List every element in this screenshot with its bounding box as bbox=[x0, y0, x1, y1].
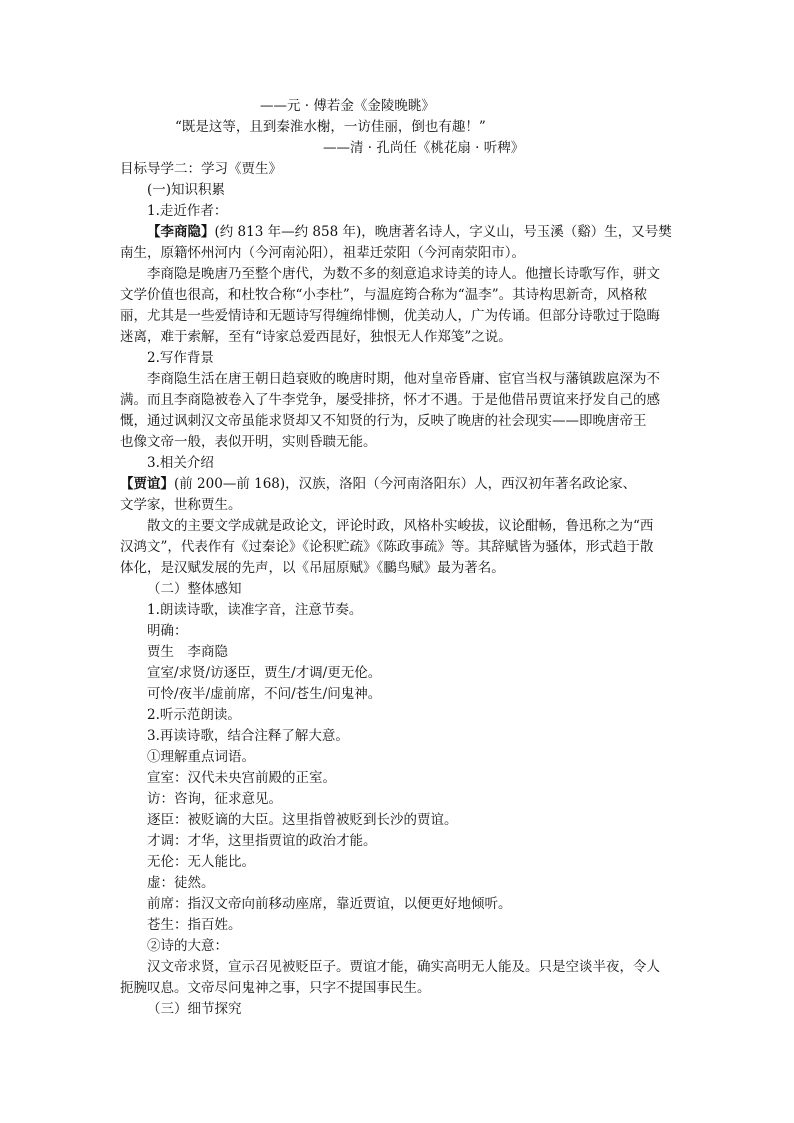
li-paragraph-line-2: 文学价值也很高，和杜牧合称“小李杜”，与温庭筠合称为“温李”。其诗构思新奇，风格秾 bbox=[120, 287, 648, 303]
li-paragraph-line-1: 李商隐是晚唐乃至整个唐代，为数不多的刻意追求诗美的诗人。他擅长诗歌写作，骈文 bbox=[147, 266, 660, 282]
subsection-heading-overall: （二）整体感知 bbox=[147, 581, 242, 597]
subsection-heading-detail: （三）细节探究 bbox=[147, 1001, 242, 1017]
vocab-item: 苍生：指百姓。 bbox=[147, 917, 242, 933]
jiayi-intro-line bbox=[120, 474, 680, 495]
vocab-item: 虚：徒然。 bbox=[147, 875, 215, 891]
vocab-heading: ①理解重点词语。 bbox=[147, 749, 255, 765]
vocab-item: 宣室：汉代未央宫前殿的正室。 bbox=[147, 770, 336, 786]
author-intro-line bbox=[147, 222, 680, 243]
author-term: 【李商隐】 bbox=[147, 224, 215, 240]
item-heading-author: 1.走近作者： bbox=[147, 203, 228, 219]
author-intro-line-2: 南生，原籍怀州河内（今河南沁阳），祖辈迁荥阳（今河南荥阳市）。 bbox=[120, 245, 525, 261]
answer-label: 明确： bbox=[147, 623, 188, 639]
background-line-4: 也像文帝一般，表似开明，实则昏聩无能。 bbox=[120, 434, 377, 450]
section-heading-goal: 目标导学二：学习《贾生》 bbox=[120, 161, 282, 177]
subsection-heading-knowledge: (一)知识积累 bbox=[147, 182, 226, 198]
background-line-3: 慨，通过讽刺汉文帝虽能求贤却又不知贤的行为，反映了晚唐的社会现实——即晚唐帝王 bbox=[120, 413, 647, 429]
quote-2-source: ——清 · 孔尚任《桃花扇 · 听稗》 bbox=[323, 140, 525, 156]
jiayi-intro-text: (前 200—前 168)，汉族，洛阳（今河南洛阳东）人，西汉初年著名政论家、 bbox=[174, 476, 637, 492]
vocab-item: 才调：才华，这里指贾谊的政治才能。 bbox=[147, 833, 377, 849]
background-line-1: 李商隐生活在唐王朝日趋衰败的晚唐时期，他对皇帝昏庸、宦官当权与藩镇跋扈深为不 bbox=[147, 371, 660, 387]
task-listen: 2.听示范朗读。 bbox=[147, 707, 241, 723]
item-heading-background: 2.写作背景 bbox=[147, 350, 214, 366]
background-line-2: 满。而且李商隐被卷入了牛李党争，屡受排挤，怀才不遇。于是他借吊贾谊来抒发自己的感 bbox=[120, 392, 660, 408]
jiayi-term: 【贾谊】 bbox=[120, 476, 174, 492]
vocab-item: 无伦：无人能比。 bbox=[147, 854, 255, 870]
item-heading-related: 3.相关介绍 bbox=[147, 455, 214, 471]
meaning-line-2: 扼腕叹息。文帝尽问鬼神之事，只字不提国事民生。 bbox=[120, 980, 431, 996]
meaning-line-1: 汉文帝求贤，宣示召见被贬臣子。贾谊才能，确实高明无人能及。只是空谈半夜，令人 bbox=[147, 959, 660, 975]
task-reread: 3.再读诗歌，结合注释了解大意。 bbox=[147, 728, 349, 744]
poem-title: 贾生 李商隐 bbox=[147, 644, 228, 660]
author-intro-text: (约 813 年—约 858 年)，晚唐著名诗人，字义山，号玉溪（谿）生，又号樊 bbox=[214, 224, 672, 240]
vocab-item: 逐臣：被贬谪的大臣。这里指曾被贬到长沙的贾谊。 bbox=[147, 812, 458, 828]
meaning-heading: ②诗的大意： bbox=[147, 938, 228, 954]
poem-line-2: 可怜/夜半/虚前席，不问/苍生/问鬼神。 bbox=[147, 686, 382, 702]
quote-2-text: “既是这等，且到秦淮水榭，一访佳丽，倒也有趣！” bbox=[175, 119, 486, 135]
li-paragraph-line-3: 丽，尤其是一些爱情诗和无题诗写得缠绵悱恻，优美动人，广为传诵。但部分诗歌过于隐晦 bbox=[120, 308, 660, 324]
jiayi-intro-line-2: 文学家，世称贾生。 bbox=[120, 497, 242, 513]
vocab-item: 访：咨询，征求意见。 bbox=[147, 791, 282, 807]
quote-1-source: ——元 · 傅若金《金陵晚眺》 bbox=[260, 98, 435, 114]
task-read-aloud: 1.朗读诗歌，读准字音，注意节奏。 bbox=[147, 602, 363, 618]
vocab-item: 前席：指汉文帝向前移动座席，靠近贾谊，以便更好地倾听。 bbox=[147, 896, 512, 912]
li-paragraph-line-4: 迷离，难于索解，至有“诗家总爱西昆好，独恨无人作郑笺”之说。 bbox=[120, 329, 512, 345]
prose-line-3: 体化，是汉赋发展的先声，以《吊屈原赋》《鵩鸟赋》最为著名。 bbox=[120, 560, 505, 576]
prose-line-2: 汉鸿文”，代表作有《过秦论》《论积贮疏》《陈政事疏》等。其辞赋皆为骚体，形式趋于散 bbox=[120, 539, 654, 555]
prose-line-1: 散文的主要文学成就是政论文，评论时政，风格朴实峻拔，议论酣畅，鲁迅称之为“西 bbox=[147, 518, 654, 534]
poem-line-1: 宣室/求贤/访逐臣，贾生/才调/更无伦。 bbox=[147, 665, 382, 681]
